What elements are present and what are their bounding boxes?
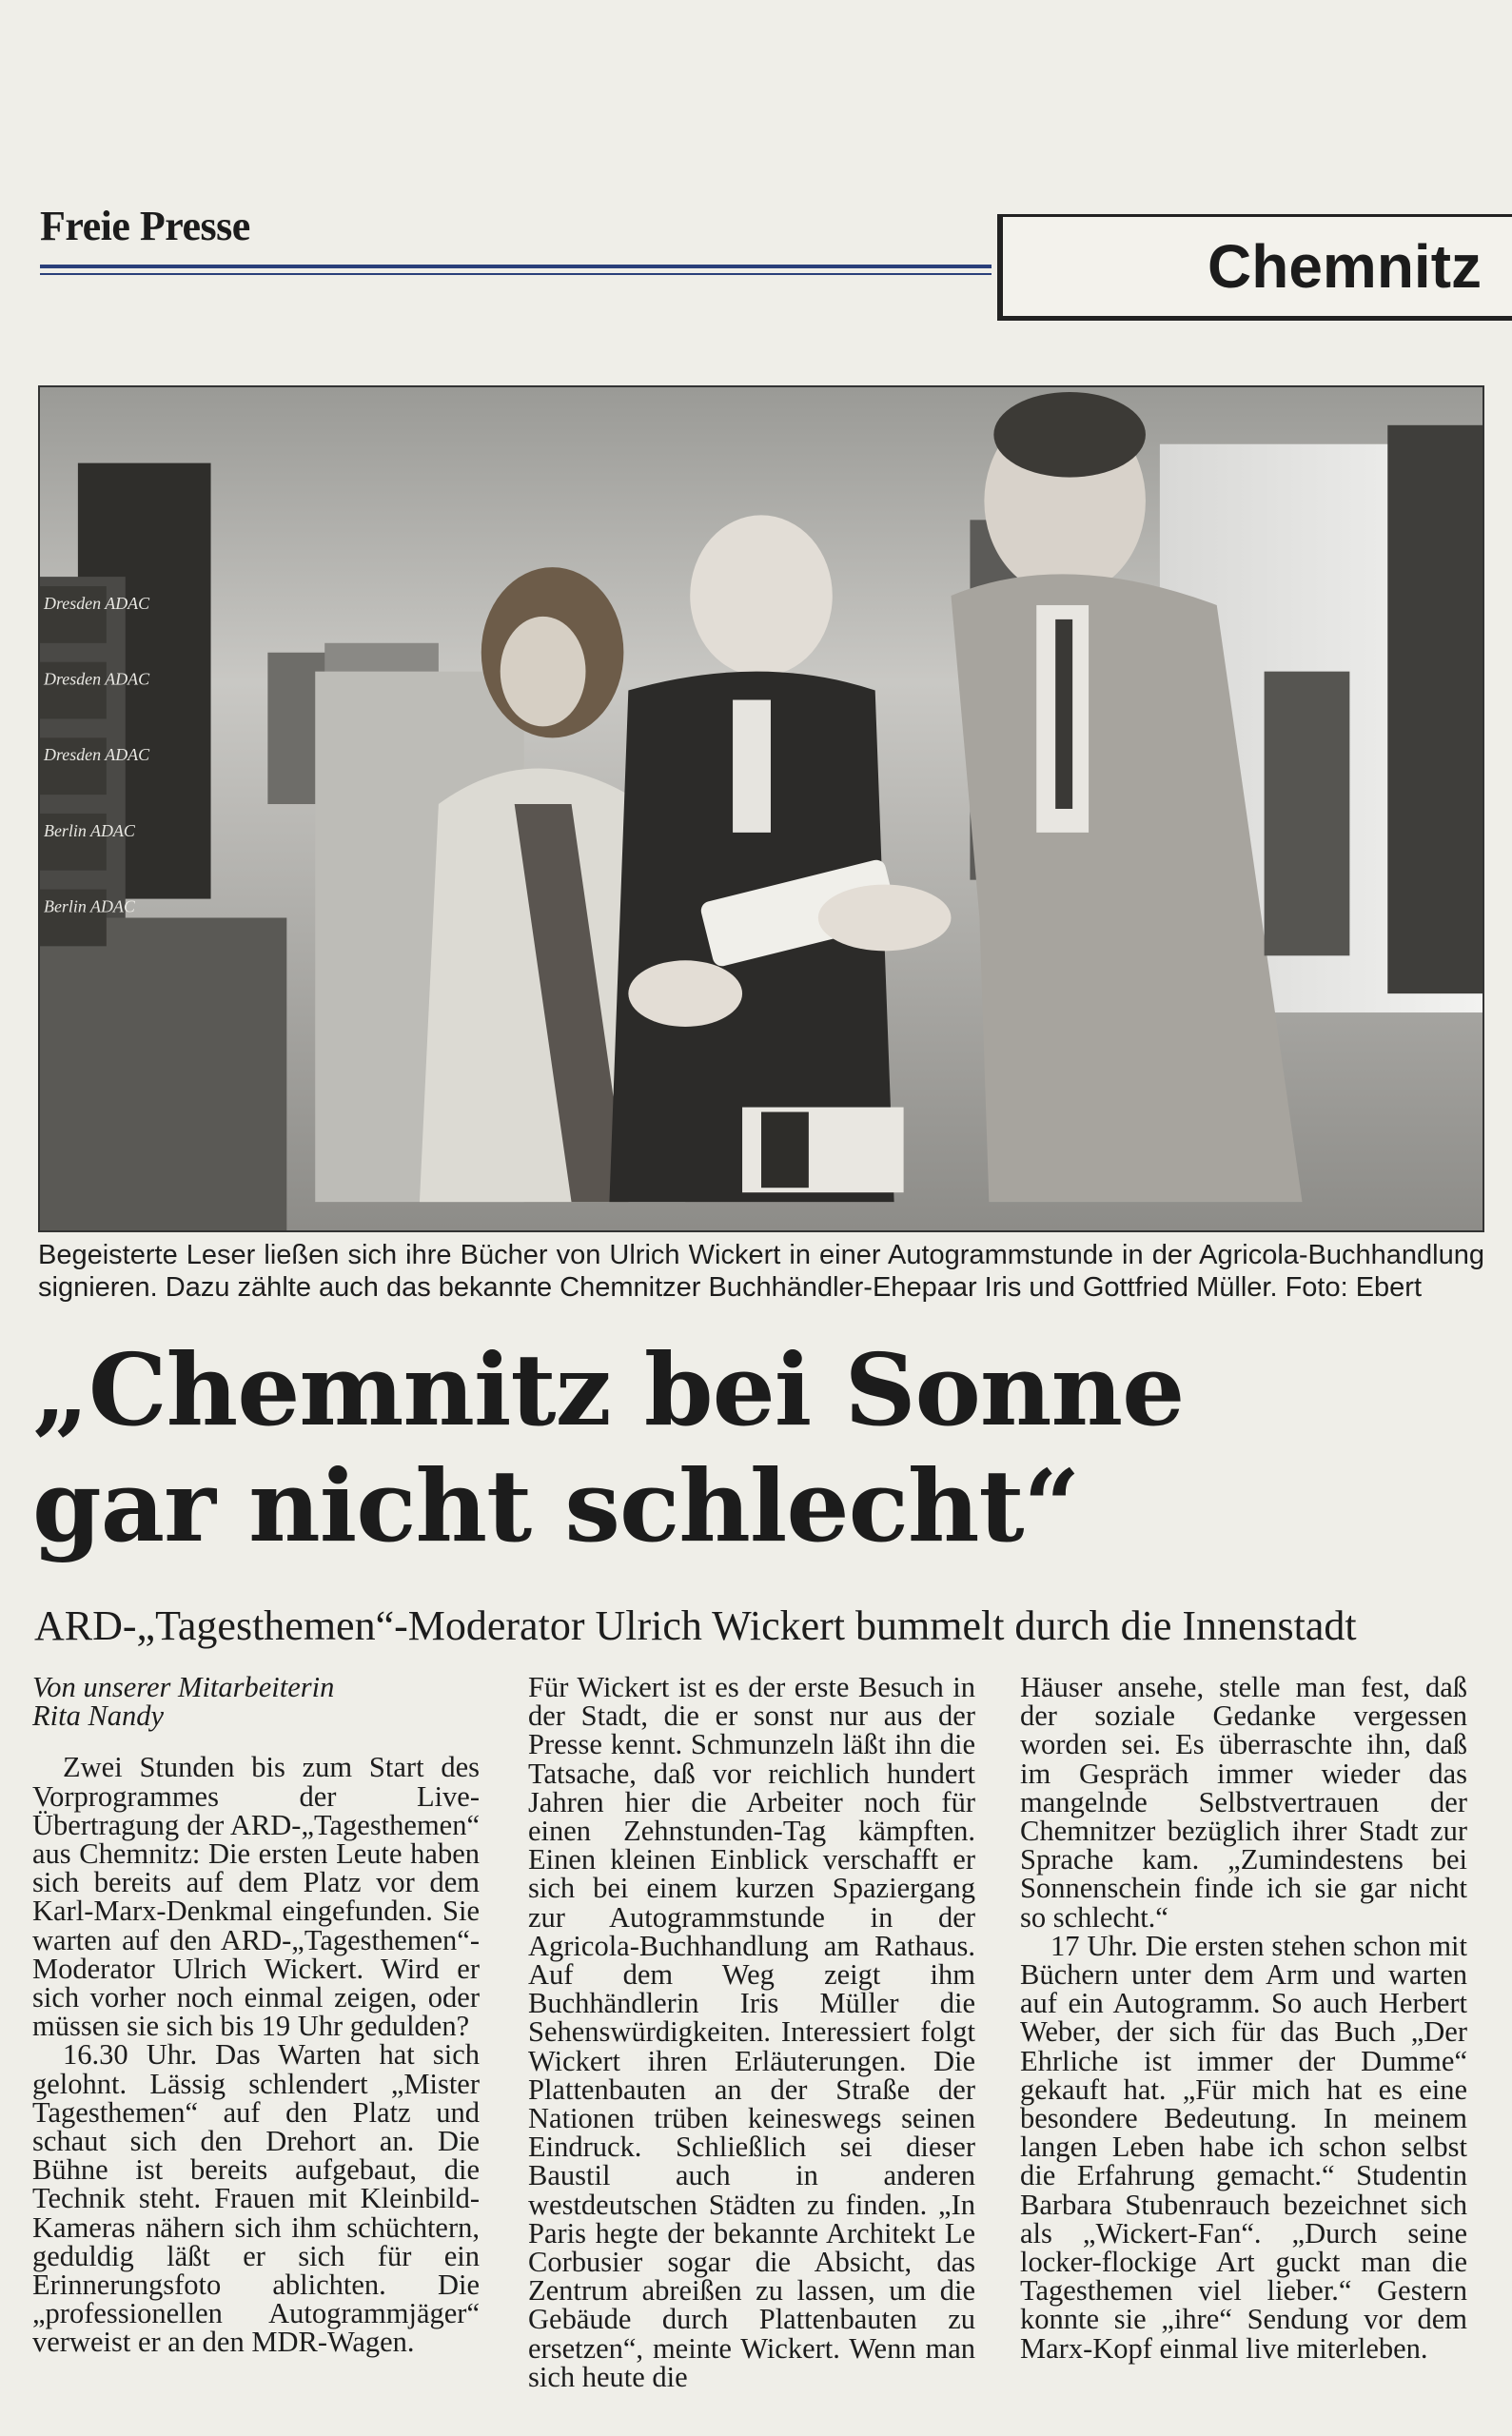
article-paragraph: 17 Uhr. Die ersten stehen schon mit Büchern unter dem Arm und warten auf ein Autogramm. So auch Herbert Weber, der sich für das Buch „Der Ehrliche ist immer der Dumme“ gekauft hat. „Für mich hat es eine besondere Bedeutung. In meinem langen Leben habe ich schon selbst die Erfahrung gemacht.“ Studentin Barbara Stubenrauch bezeichnet sich als „Wickert-Fan“. „Durch seine locker-flockige Art guckt man die Tagesthemen viel lieber.“ Gestern konnte sie „ihre“ Sendung vor dem Marx-Kopf einmal live miterleben. — [1020, 1929, 1467, 2365]
article-photo — [38, 385, 1484, 1232]
byline-line: Von unserer Mitarbeiterin — [32, 1671, 335, 1703]
byline — [32, 1671, 480, 1733]
headline — [32, 1332, 1460, 1564]
article-paragraph: Für Wickert ist es der erste Besuch in der Stadt, die er sonst nur aus der Presse kennt. Schmunzeln läßt ihn die Tatsache, daß vor reichlich hundert Jahren hier die Arbeiter noch für einen Zehnstunden-Tag kämpften. Einen kleinen Einblick verschafft er sich bei einem kurzen Spaziergang zur Autogrammstunde in der Agricola-Buchhandlung am Rathaus. Auf dem Weg zeigt ihm Buchhändlerin Iris Müller die Sehenswürdigkeiten. Interessiert folgt Wickert ihren Erläuterungen. Die Plattenbauten an der Straße der Nationen trüben keineswegs seinen Eindruck. Schließlich sei dieser Baustil auch in anderen westdeutschen Städten zu finden. „In Paris hegte der bekannte Architekt Le Corbusier sogar die Absicht, das Zentrum abreißen zu lassen, um die Gebäude durch Plattenbauten zu ersetzen“, meinte Wickert. Wenn man sich heute die — [528, 1671, 975, 2393]
photo-caption: Begeisterte Leser ließen sich ihre Bücher von Ulrich Wickert in einer Autogrammstunde in der Agricola-Buchhandlung signieren. Dazu zählte auch das bekannte Chemnitzer Buchhändler-Ehepaar Iris und Gottfried Müller. Foto: Ebert — [38, 1240, 1484, 1303]
subheadline: ARD-„Tagesthemen“-Moderator Ulrich Wickert bummelt durch die Innenstadt — [34, 1602, 1357, 1649]
shelf-label: Berlin ADAC — [43, 896, 135, 916]
article-paragraph: 16.30 Uhr. Das Warten hat sich gelohnt. Lässig schlendert „Mister Tagesthemen“ auf den Platz und schaut sich den Drehort an. Die Bühne ist bereits aufgebaut, die Technik steht. Frauen mit Kleinbild-Kameras nähern sich ihm schüchtern, geduldig läßt er sich für ein Erinnerungsfoto ablichten. Die „professionellen Autogrammjäger“ verweist er an den MDR-Wagen. — [32, 2038, 480, 2359]
headline-line: gar nicht schlecht“ — [32, 1447, 1080, 1564]
shelf-label: Berlin ADAC — [43, 820, 135, 840]
byline-author: Rita Nandy — [32, 1699, 165, 1733]
article-column-1 — [32, 1673, 480, 2357]
article-column-2 — [528, 1673, 975, 2391]
shelf-label: Dresden ADAC — [43, 593, 150, 613]
photo-bookstore-autograph-icon — [40, 387, 1483, 1230]
masthead-rule — [40, 265, 992, 275]
headline-line: „Chemnitz bei Sonne — [32, 1331, 1185, 1448]
shelf-label: Dresden ADAC — [43, 745, 150, 765]
article-paragraph: Häuser ansehe, stelle man fest, daß der soziale Gedanke vergessen worden sei. Es überraschte ihn, daß im Gespräch immer wieder das mangelnde Selbstvertrauen der Chemnitzer bezüglich ihrer Stadt zur Sprache kam. „Zumindestens bei Sonnenschein finde ich sie gar nicht so schlecht.“ — [1020, 1671, 1467, 1934]
article-column-3 — [1020, 1673, 1467, 2363]
section-header — [997, 214, 1512, 321]
newspaper-name: Freie Presse — [40, 203, 250, 249]
shelf-label: Dresden ADAC — [43, 669, 150, 689]
article-paragraph: Zwei Stunden bis zum Start des Vorprogrammes der Live-Übertragung der ARD-„Tagesthemen“ aus Chemnitz: Die ersten Leute haben sich bereits auf dem Platz vor dem Karl-Marx-Denkmal eingefunden. Sie warten auf den ARD-„Tagesthemen“-Moderator Ulrich Wickert. Wird er sich vorher noch einmal zeigen, oder müssen sie sich bis 19 Uhr gedulden? — [32, 1751, 480, 2043]
section-title: Chemnitz — [1208, 232, 1482, 301]
